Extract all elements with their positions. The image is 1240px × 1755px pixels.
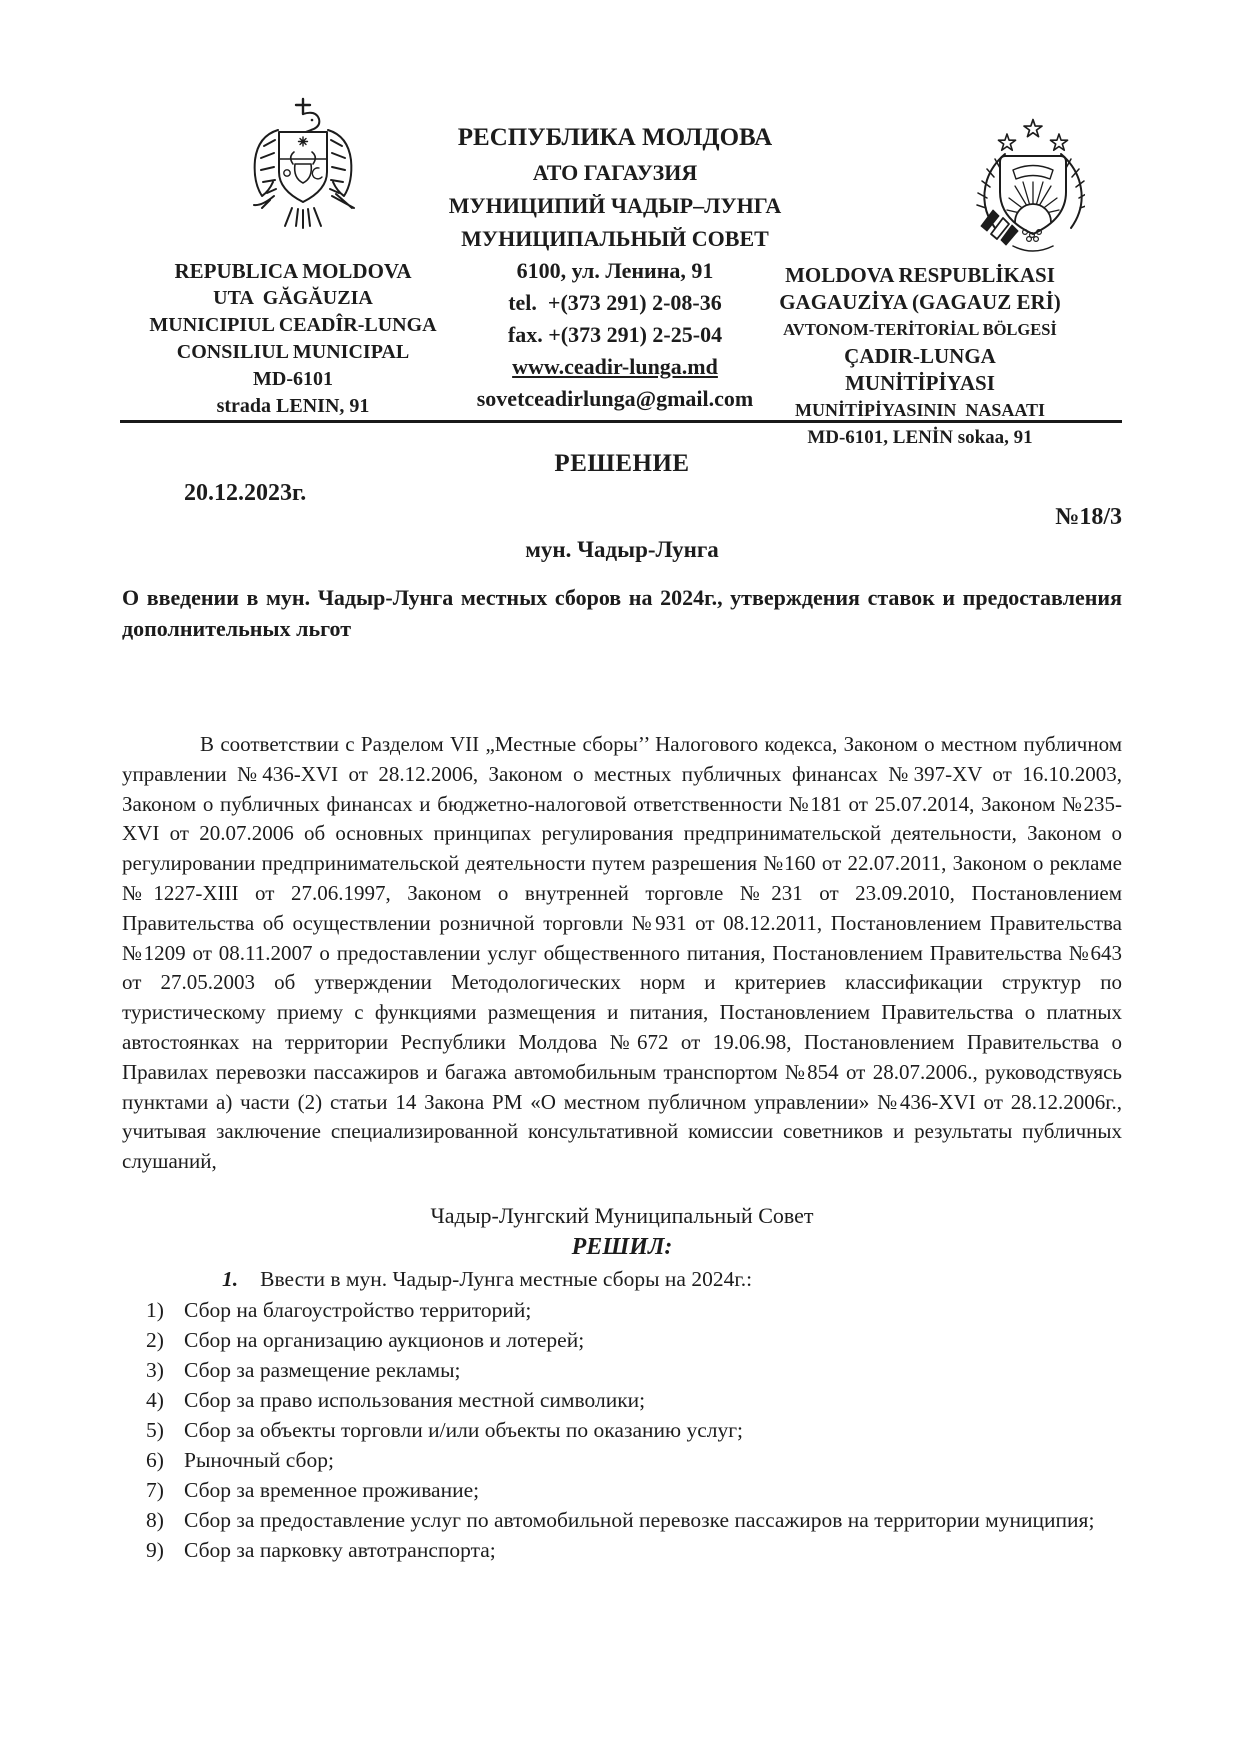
fee-item — [122, 1295, 1122, 1325]
fee-number: 4) — [146, 1387, 164, 1412]
fee-text: Сбор за предоставление услуг по автомобильной перевозке пассажиров на территории муниципия; — [184, 1507, 1095, 1532]
fee-number: 6) — [146, 1447, 164, 1472]
decision-place: мун. Чадыр-Лунга — [525, 537, 719, 562]
header-line: ÇADIR-LUNGA — [844, 344, 996, 368]
decision-subject: О введении в мун. Чадыр-Лунга местных сборов на 2024г., утверждения ставок и предоставления дополнительных льгот — [122, 585, 1122, 641]
fee-text: Сбор на организацию аукционов и лотерей; — [184, 1327, 585, 1352]
municipality-title: МУНИЦИПИЙ ЧАДЫР–ЛУНГА — [448, 193, 782, 218]
fee-number: 7) — [146, 1477, 164, 1502]
fee-item — [122, 1535, 1122, 1565]
fee-text: Рыночный сбор; — [184, 1447, 334, 1472]
header-line: AVTONOM-TERİTORİAL BÖLGESİ — [783, 320, 1057, 339]
council-title: МУНИЦИПАЛЬНЫЙ СОВЕТ — [461, 226, 769, 251]
header-line: REPUBLICA MOLDOVA — [174, 259, 412, 283]
council-name: Чадыр-Лунгский Муниципальный Совет — [430, 1202, 814, 1228]
fee-item — [122, 1415, 1122, 1445]
header-divider-rule — [120, 420, 1122, 423]
preamble-paragraph: В соответствии с Разделом VII „Местные сборы’’ Налогового кодекса, Законом о местном публичном управлении №436-XVI от 28.12.2006, Законом о местных публичных финансах №397-XV от 16.10.2003, Законом о публичных финансах и бюджетно-налоговой ответственности №181 от 25.07.2014, Законом №235-XVI от 20.07.2006 об основных принципах регулирования предпринимательской деятельности, Законом о регулировании предпринимательской деятельности путем разрешения №160 от 22.07.2011, Законом о рекламе №1227-XIII от 27.06.1997, Законом о внутренней торговле №231 от 23.09.2010, Постановлением Правительства об осуществлении розничной торговли №931 от 08.12.2011, Постановлением Правительства №1209 от 08.11.2007 о предоставлении услуг общественного питания, Постановлением Правительства №643 от 27.05.2003 об утверждении Методологических норм и критериев классификации структур по туристическому приему с функциями размещения и питания, Постановлением Правительства о платных автостоянках на территории Республики Молдова №672 от 19.06.98, Постановлением Правительства о Правилах перевозки пассажиров и багажа автомобильным транспортом №854 от 28.07.2006., руководствуясь пунктами а) части (2) статьи 14 Закона РМ «О местном публичном управлении» №436-XVI от 28.12.2006г., учитывая заключение специализированной консультативной комиссии советников и результаты публичных слушаний, — [122, 732, 1122, 1174]
header-left-address-block — [128, 258, 458, 420]
website-url: www.ceadir-lunga.md — [512, 354, 718, 379]
telephone: tel. +(373 291) 2-08-36 — [508, 290, 722, 315]
header-line: MOLDOVA RESPUBLİKASI — [785, 263, 1055, 287]
header-line: CONSILIUL MUNICIPAL — [176, 341, 410, 363]
item-text: Ввести в мун. Чадыр-Лунга местные сборы на 2024г.: — [260, 1266, 753, 1291]
fee-item — [122, 1475, 1122, 1505]
fee-text: Сбор за временное проживание; — [184, 1477, 480, 1502]
country-title: РЕСПУБЛИКА МОЛДОВА — [457, 124, 773, 151]
fee-number: 8) — [146, 1507, 164, 1532]
fax: fax. +(373 291) 2-25-04 — [507, 322, 723, 347]
header-line: MUNICIPIUL CEADÎR-LUNGA — [149, 314, 437, 336]
street-address: 6100, ул. Ленина, 91 — [516, 258, 714, 283]
header-line: MUNİTİPİYASI — [845, 371, 995, 395]
moldova-coat-of-arms-icon — [240, 96, 366, 238]
header-line: MD-6101 — [253, 368, 333, 390]
header-line: UTA GĂGĂUZIA — [213, 287, 373, 309]
fees-list — [122, 1295, 1122, 1565]
header-center-block — [447, 120, 783, 414]
fee-item — [122, 1385, 1122, 1415]
fee-number: 3) — [146, 1357, 164, 1382]
fee-item — [122, 1355, 1122, 1385]
fee-item — [122, 1505, 1122, 1535]
fee-text: Сбор за объекты торговли и/или объекты по оказанию услуг; — [184, 1417, 744, 1442]
fee-item — [122, 1445, 1122, 1475]
region-title: АТО ГАГАУЗИЯ — [532, 160, 698, 185]
fee-number: 5) — [146, 1417, 164, 1442]
gagauzia-coat-of-arms-icon — [953, 116, 1085, 258]
fee-number: 9) — [146, 1537, 164, 1562]
fee-number: 1) — [146, 1297, 164, 1322]
header-line: MUNİTİPİYASININ NASAATI — [794, 400, 1046, 420]
decision-date: 20.12.2023г. — [184, 480, 307, 506]
fee-item — [122, 1325, 1122, 1355]
resolution-item-1 — [122, 1264, 1122, 1294]
header-line: GAGAUZİYA (GAGAUZ ERİ) — [779, 290, 1061, 314]
fee-number: 2) — [146, 1327, 164, 1352]
decision-number: №18/3 — [1055, 504, 1122, 530]
fee-text: Сбор за парковку автотранспорта; — [184, 1537, 496, 1562]
email-address: sovetceadirlunga@gmail.com — [476, 386, 754, 411]
header-line: strada LENIN, 91 — [216, 395, 370, 417]
decision-body — [122, 450, 1122, 1565]
resolved-heading: РЕШИЛ: — [571, 1233, 673, 1260]
fee-text: Сбор за размещение рекламы; — [184, 1357, 461, 1382]
fee-text: Сбор на благоустройство территорий; — [184, 1297, 532, 1322]
fee-text: Сбор за право использования местной символики; — [184, 1387, 646, 1412]
item-number: 1. — [222, 1266, 239, 1291]
document-type-title: РЕШЕНИЕ — [554, 450, 690, 477]
header-line: MD-6101, LENİN sokaa, 91 — [807, 427, 1033, 448]
date-number-row — [122, 480, 1122, 531]
